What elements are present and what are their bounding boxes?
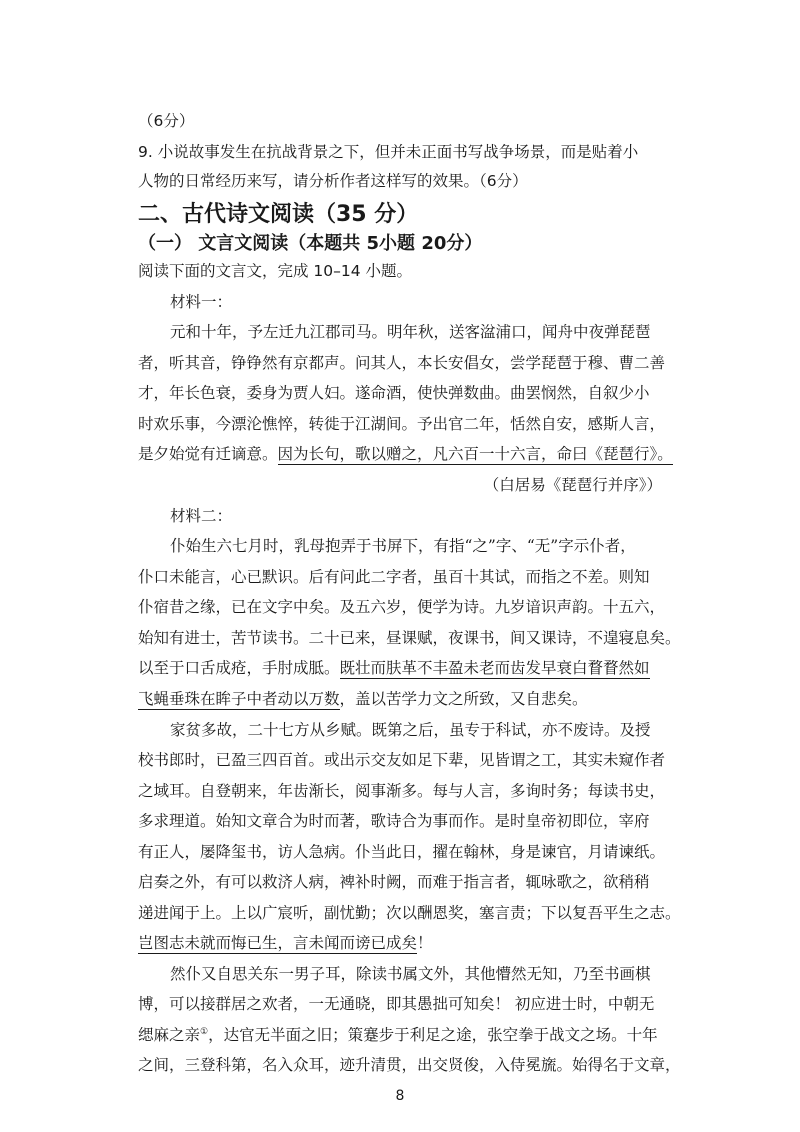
- q9-line-1: 9. 小说故事发生在抗战背景之下，但并未正面书写战争场景，而是贴着小: [138, 143, 639, 161]
- material-2-label: 材料二：: [170, 507, 233, 525]
- material-2-line: 有正人，屡降玺书，访人急病。仆当此日，擢在翰林，身是谏官，月请谏纸。: [138, 843, 666, 861]
- material-2-plain-text: ，盖以苦学力文之所致，又自悲矣。: [339, 690, 588, 708]
- material-2-line: 仆始生六七月时，乳母抱弄于书屏下，有指“之”字、“无”字示仆者，: [170, 537, 636, 555]
- material-2-line: 然仆又自思关东一男子耳，除读书属文外，其他懵然无知，乃至书画棋: [170, 965, 651, 983]
- material-2-plain-text: ，达官无半面之旧；策蹇步于利足之途，张空拳于战文之场。十年: [208, 1026, 658, 1044]
- footnote-marker: ①: [200, 1026, 209, 1037]
- material-2-plain-text: ！: [417, 934, 433, 952]
- material-2-line: [138, 687, 588, 709]
- material-2-line: 之域耳。自登朝来，年齿渐长，阅事渐多。每与人言，多询时务；每读书史，: [138, 782, 666, 800]
- q8-score-tail: （6分）: [138, 112, 195, 130]
- material-2-line: 博，可以接群居之欢者，一无通晓，即其愚拙可知矣！ 初应进士时，中朝无: [138, 995, 655, 1013]
- subsection-title: （一） 文言文阅读（本题共 5小题 20分）: [138, 233, 483, 254]
- material-2-line: 始知有进士，苦节读书。二十已来，昼课赋，夜课书，间又课诗，不遑寝息矣。: [138, 629, 681, 647]
- material-2-line: 仆口未能言，心已默识。后有问此二字者，虽百十其试，而指之不差。则知: [138, 568, 650, 586]
- material-2-line: 家贫多故，二十七方从乡赋。既第之后，虽专于科试，亦不废诗。及授: [170, 721, 651, 739]
- material-2-line: 启奏之外，有可以救济人病，裨补时阙，而难于指言者，辄咏歌之，欲稍稍: [138, 873, 650, 891]
- q9-line-2: 人物的日常经历来写，请分析作者这样写的效果。（6分）: [138, 172, 528, 190]
- section-title: 二、古代诗文阅读（35 分）: [138, 202, 419, 227]
- material-2-underlined-sentence: 飞蝇垂珠在眸子中者动以万数: [138, 690, 340, 708]
- material-1-line: 时欢乐事，今漂沦憔悴，转徙于江湖间。予出官二年，恬然自安，感斯人言，: [138, 415, 666, 433]
- material-1-line: 者，听其音，铮铮然有京都声。问其人，本长安倡女，尝学琵琶于穆、曹二善: [138, 354, 666, 372]
- material-2-line: 多求理道。始知文章合为时而著，歌诗合为事而作。是时皇帝初即位，宰府: [138, 812, 650, 830]
- material-1-line: 元和十年，予左迁九江郡司马。明年秋，送客湓浦口，闻舟中夜弹琵琶: [170, 323, 651, 341]
- material-2-plain-text: 缌麻之亲: [138, 1026, 201, 1044]
- page-number: 8: [395, 1088, 405, 1104]
- material-1-underlined-sentence: 因为长句，歌以赠之，凡六百一十六言，命曰《琵琶行》。: [277, 445, 673, 463]
- material-1-plain-text: 是夕始觉有迁谪意。: [138, 445, 278, 463]
- material-1-label: 材料一：: [170, 293, 233, 311]
- material-2-line: 之间，三登科第，名入众耳，迹升清贯，出交贤俊，入侍冕旒。始得名于文章，: [138, 1056, 681, 1074]
- material-2-line: 校书郎时，已盈三四百首。或出示交友如足下辈，见皆谓之工，其实未窥作者: [138, 751, 666, 769]
- material-2-plain-text: 以至于口舌成疮，手肘成胝。: [138, 659, 340, 677]
- instruction: 阅读下面的文言文，完成 10–14 小题。: [138, 262, 413, 280]
- material-2-line: 递进闻于上。上以广宸听，副忧勤；次以酬恩奖，塞言责；下以复吾平生之志。: [138, 904, 681, 922]
- material-2-line: [138, 931, 433, 953]
- material-2-line: [138, 656, 650, 678]
- material-1-line: 才，年长色衰，委身为贾人妇。遂命酒，使快弹数曲。曲罢悯然，自叙少小: [138, 384, 650, 402]
- material-1-last-line: [138, 442, 673, 464]
- material-2-underlined-sentence: 既壮而肤革不丰盈未老而齿发早衰白瞀瞀然如: [339, 659, 650, 677]
- material-2-underlined-sentence: 岂图志未就而悔已生，言未闻而谤已成矣: [138, 934, 418, 952]
- material-2-line: 仆宿昔之缘，已在文字中矣。及五六岁，便学为诗。九岁谙识声韵。十五六，: [138, 598, 666, 616]
- material-2-line: [138, 1023, 658, 1045]
- material-1-source: （白居易《琵琶行并序》）: [483, 476, 662, 494]
